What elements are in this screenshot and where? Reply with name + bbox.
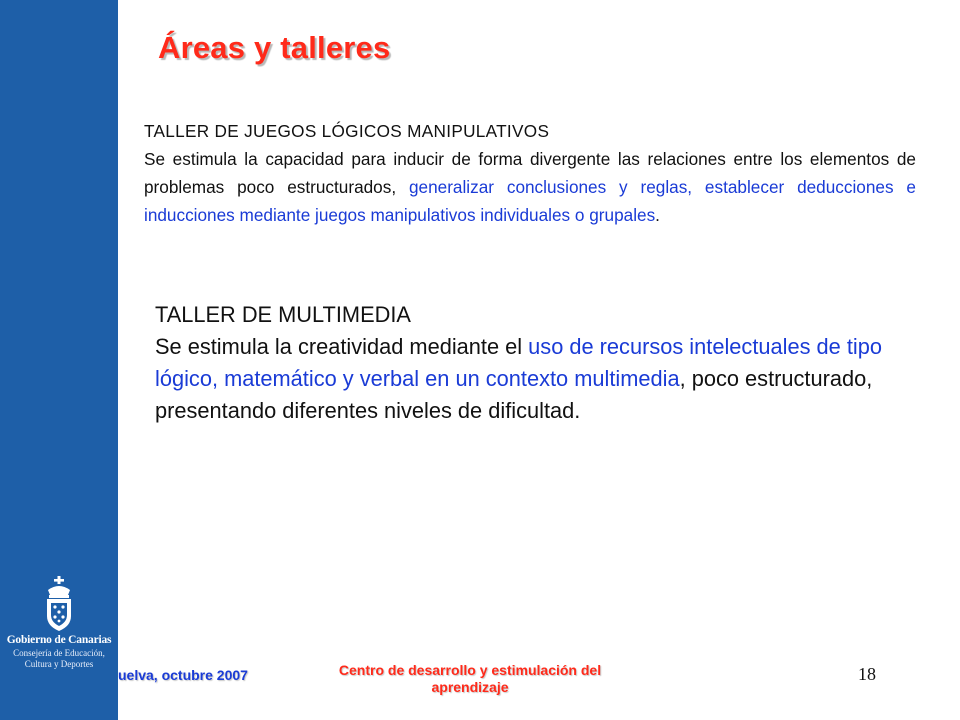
- logo-subtitle-line2: Cultura y Deportes: [24, 659, 94, 669]
- footer-location-date: uelva, octubre 2007: [118, 667, 248, 683]
- government-logo: [0, 576, 118, 670]
- body-text: Se estimula la creatividad mediante el: [155, 334, 529, 359]
- footer-center-title: Centro de desarrollo y estimulación del aprendizaje: [338, 662, 602, 695]
- section-heading: TALLER DE MULTIMEDIA: [155, 302, 411, 327]
- body-text-end: , poco estructurado, presentando diferentes niveles de dificultad.: [155, 366, 873, 423]
- coat-of-arms-icon: [42, 576, 76, 632]
- highlighted-text: uso de recursos intelectuales de tipo lógico, matemático y verbal en un contexto multimedia: [155, 334, 882, 391]
- section-juegos-logicos: [144, 117, 916, 229]
- page-number: 18: [858, 664, 876, 684]
- section-body: [155, 331, 930, 427]
- section-body: [144, 145, 916, 229]
- slide-title: Áreas y talleres: [158, 30, 391, 65]
- section-multimedia: [155, 299, 930, 427]
- sidebar-band: [0, 0, 118, 720]
- logo-subtitle-line1: Consejería de Educación,: [13, 648, 105, 658]
- section-heading: TALLER DE JUEGOS LÓGICOS MANIPULATIVOS: [144, 121, 550, 141]
- logo-name: Gobierno de Canarias: [6, 634, 112, 646]
- body-text: Se estimula la capacidad para inducir de forma divergente las relaciones entre los elementos de problemas poco estructurados,: [144, 149, 916, 197]
- body-text-end: .: [655, 205, 660, 225]
- highlighted-text: generalizar conclusiones y reglas, establecer deducciones e inducciones mediante juegos manipulativos individuales o grupales: [144, 177, 916, 225]
